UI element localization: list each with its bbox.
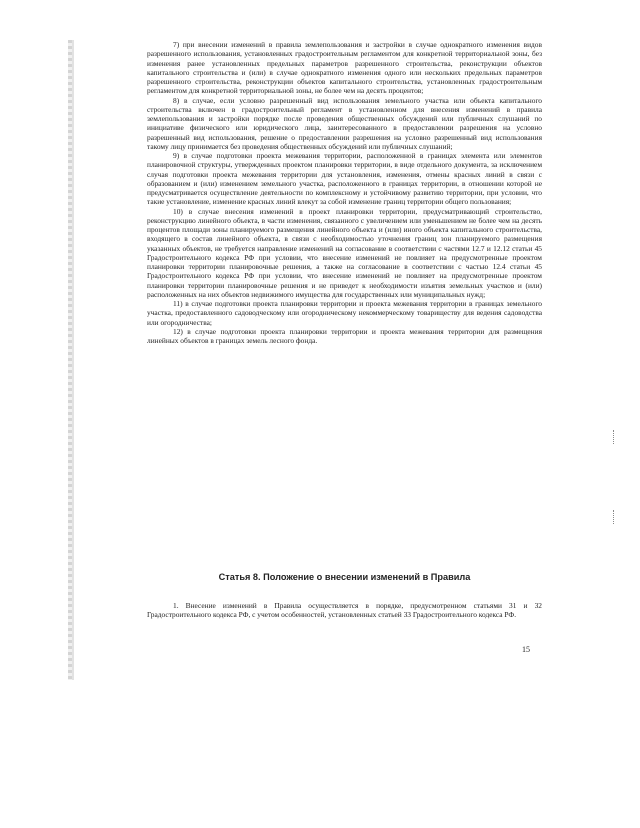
article-heading: Статья 8. Положение о внесении изменений в Правила — [218, 572, 471, 582]
scan-artifact-mark — [613, 430, 615, 444]
scan-binding-shadow — [72, 40, 74, 680]
paragraph-item-12: 12) в случае подготовки проекта планировки территории и проекта межевания территории для размещения линейных объектов в границах земель лесного фонда. — [147, 326, 542, 345]
paragraph-item-9: 9) в случае подготовки проекта межевания территории, расположенной в границах элемента или элементов планировочной структуры, утвержденных проектом планировки территории, в виде отдельного документа, за исключением случая подготовки проекта межевания территории для установления, изменения, отмены красных линий в связи с образованием и (или) изменением земельного участка, расположенного в границах территории, в отношении которой не предусматривается осуществление деятельности по комплексному и устойчивому развитию территории, при условии, что такие установление, изменение красных линий влекут за собой изменение границ территории общего пользования; — [147, 151, 542, 207]
paragraph-item-11: 11) в случае подготовки проекта планировки территории и проекта межевания территории в границах земельного участка, предоставленного садоводческому или огородническому некоммерческому товариществу для ведения садоводства или огородничества; — [147, 299, 542, 327]
paragraph-item-7: 7) при внесении изменений в правила землепользования и застройки в случае однократного изменения видов разрешенного использования, установленных градостроительным регламентом для конкретной территориальной зоны, без изменения ранее установленных предельных параметров разрешенного строительства, реконструкции объектов капитального строительства и (или) в случае однократного изменения одного или нескольких предельных параметров разрешенного строительства, реконструкции объектов капитального строительства, установленных градостроительным регламентом для конкретной территориальной зоны, не более чем на десять процентов; — [147, 40, 542, 96]
paragraph-item-8: 8) в случае, если условно разрешенный вид использования земельного участка или объекта капитального строительства включен в градостроительный регламент в установленном для внесения изменений в правила землепользования и застройки порядке после проведения общественных обсуждений или публичных слушаний по инициативе физического или юридического лица, заинтересованного в предоставлении разрешения на условно разрешенный вид использования, решение о предоставлении разрешения на условно разрешенный вид использования такому лицу принимается без проведения общественных обсуждений или публичных слушаний; — [147, 95, 542, 151]
paragraph-item-10: 10) в случае внесения изменений в проект планировки территории, предусматривающий строительство, реконструкцию линейного объекта, в части изменения, связанного с увеличением или уменьшением не более чем на десять процентов площади зоны планируемого размещения линейного объекта и (или) иного объекта капитального строительства, входящего в состав линейного объекта, в связи с необходимостью уточнения границ зон планируемого размещения указанных объектов, не требуется направление изменений на согласование в соответствии с частями 12.7 и 12.12 статьи 45 Градостроительного кодекса РФ при условии, что внесение изменений не повлияет на предусмотренные проектом планировки территории планировочные решения, а также на согласование в соответствии с частью 12.4 статьи 45 Градостроительного кодекса РФ при условии, что внесение изменений не повлияет на предусмотренные проектом планировки территории планировочные решения и не приведет к необходимости изъятия земельных участков и (или) расположенных на них объектов недвижимого имущества для государственных или муниципальных нужд; — [147, 206, 542, 299]
document-body — [147, 40, 542, 345]
page-number: 15 — [522, 645, 530, 654]
scan-artifact-mark — [613, 510, 615, 524]
article-paragraph: 1. Внесение изменений в Правила осуществляется в порядке, предусмотренном статьями 31 и 32 Градостроительного кодекса РФ, с учетом особенностей, установленных статьей 33 Градостроительного кодекса РФ. — [147, 601, 542, 620]
